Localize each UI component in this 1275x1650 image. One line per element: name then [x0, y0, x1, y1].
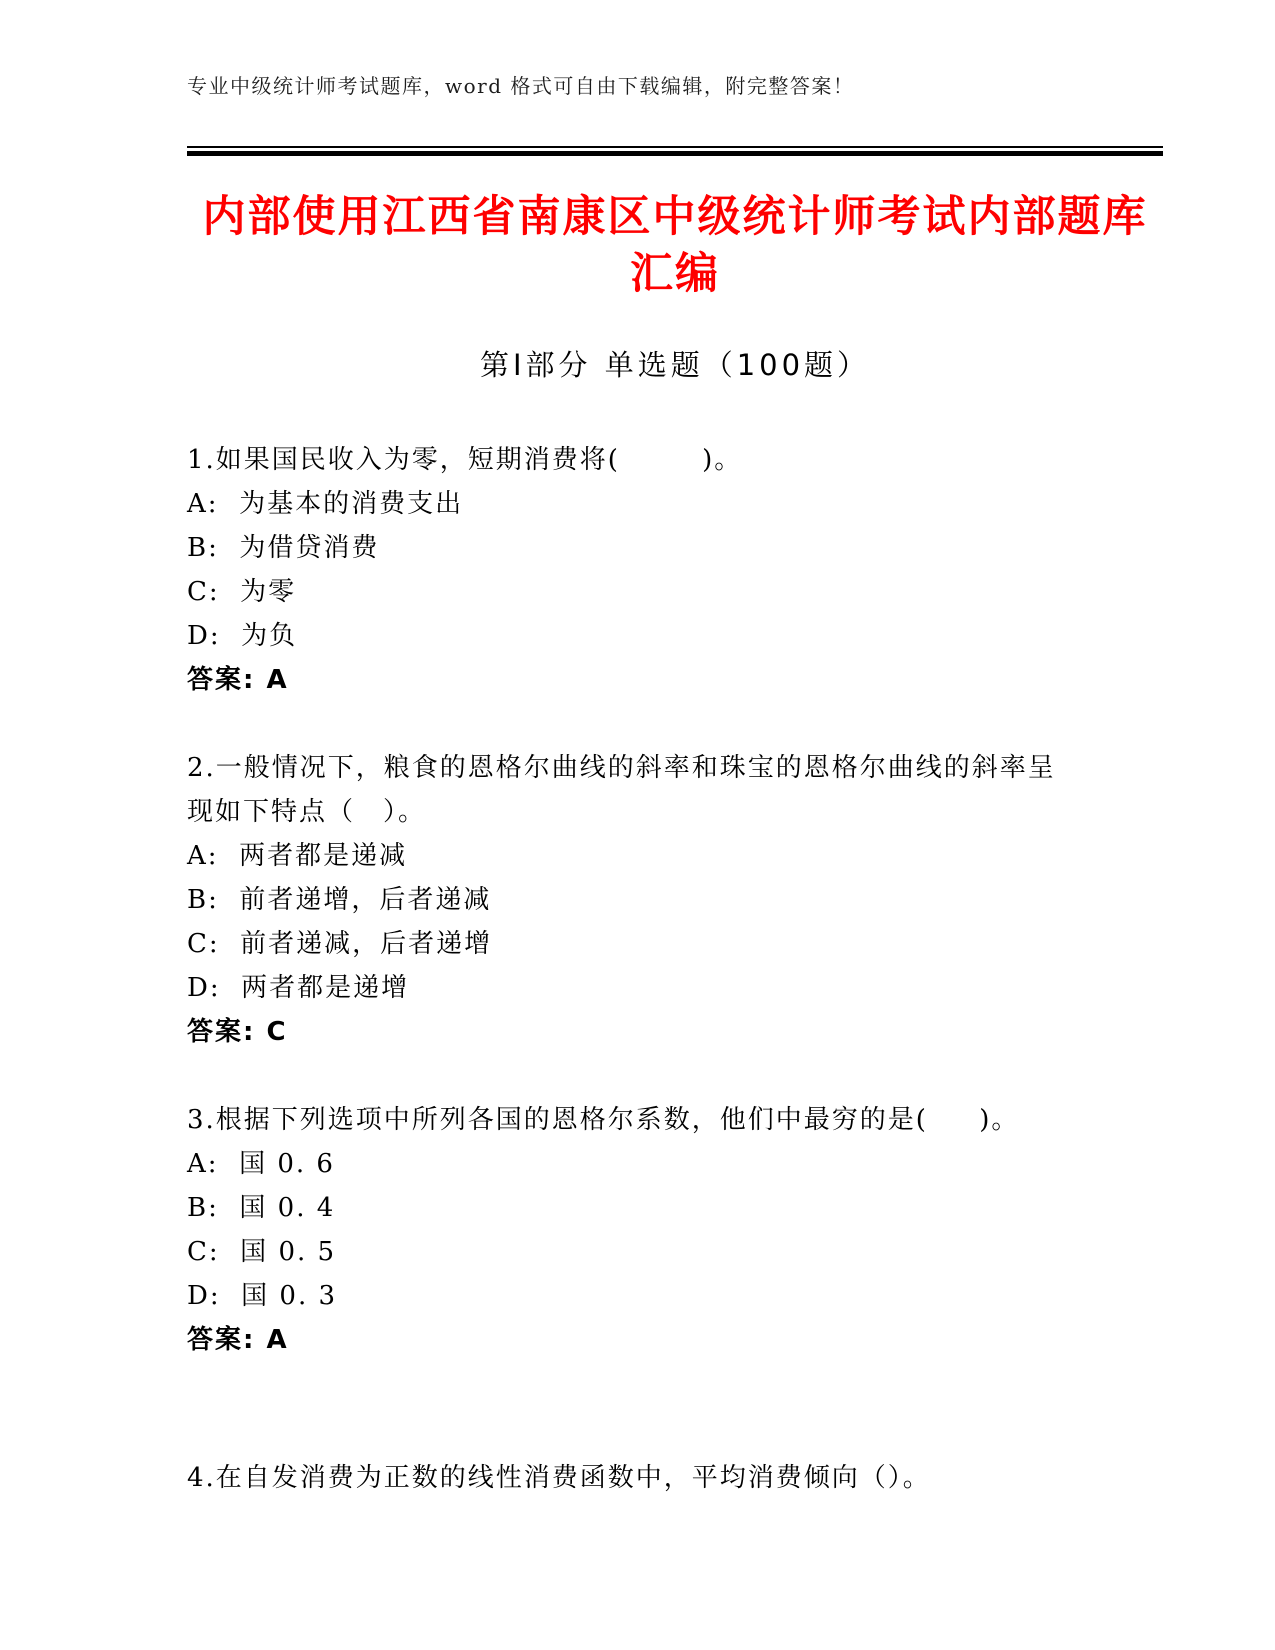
option-a: A: 国 0. 6: [187, 1149, 335, 1179]
question-text: 3.根据下列选项中所列各国的恩格尔系数，他们中最穷的是( )。: [187, 1105, 1020, 1135]
option-b: B: 为借贷消费: [187, 533, 380, 563]
question-text: 1.如果国民收入为零，短期消费将( )。: [187, 445, 743, 475]
question-3: [187, 1098, 1163, 1362]
question-4: [187, 1456, 1163, 1500]
question-text: 4.在自发消费为正数的线性消费函数中，平均消费倾向（）。: [187, 1463, 931, 1493]
option-b: B: 国 0. 4: [187, 1193, 336, 1223]
option-a: A: 为基本的消费支出: [187, 489, 464, 519]
option-c: C: 为零: [187, 577, 297, 607]
page-title: 内部使用江西省南康区中级统计师考试内部题库汇编: [202, 192, 1148, 299]
question-list: [187, 438, 1163, 1500]
option-d: D: 为负: [187, 621, 298, 651]
question-text: 2.一般情况下，粮食的恩格尔曲线的斜率和珠宝的恩格尔曲线的斜率呈现如下特点（ ）。: [187, 753, 1056, 827]
answer-text: 答案: A: [187, 1325, 289, 1355]
header-promo-text: 专业中级统计师考试题库，word 格式可自由下载编辑，附完整答案！: [187, 74, 855, 98]
option-c: C: 前者递减，后者递增: [187, 929, 493, 959]
option-c: C: 国 0. 5: [187, 1237, 337, 1267]
page-content: [187, 0, 1163, 1500]
header-divider: [187, 146, 1163, 156]
option-b: B: 前者递增，后者递减: [187, 885, 492, 915]
question-1: [187, 438, 1163, 702]
option-d: D: 两者都是递增: [187, 973, 410, 1003]
option-d: D: 国 0. 3: [187, 1281, 338, 1311]
answer-text: 答案: A: [187, 665, 289, 695]
answer-text: 答案: C: [187, 1017, 288, 1047]
option-a: A: 两者都是递减: [187, 841, 408, 871]
section-heading: 第Ⅰ部分 单选题（100题）: [479, 348, 871, 382]
question-2: [187, 746, 1163, 1054]
